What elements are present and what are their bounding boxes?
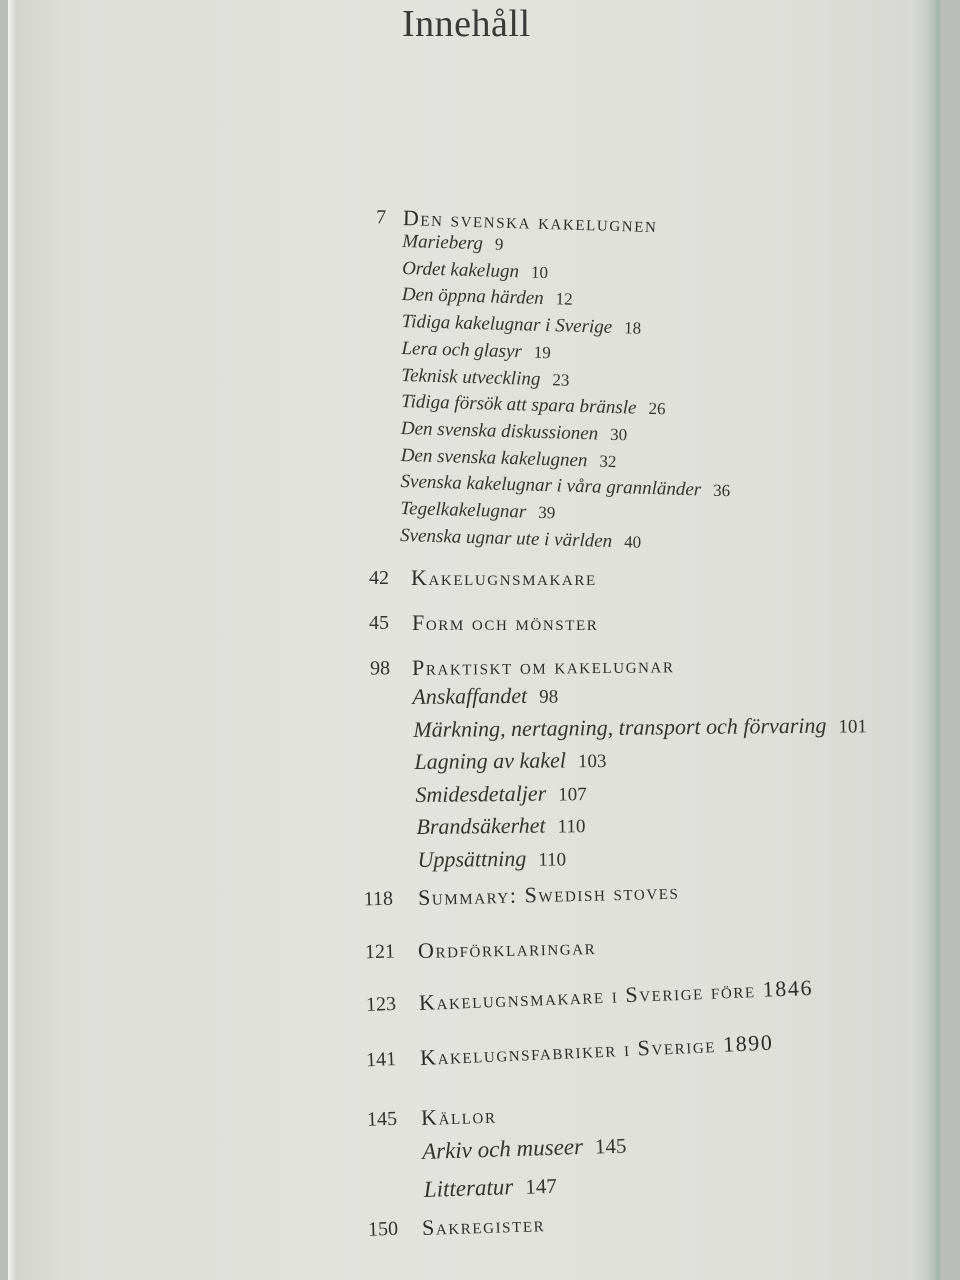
toc-section [0,649,960,872]
subsection-title: Ordet kakelugn [401,257,520,282]
subsection-page-number: 98 [539,686,559,708]
toc-section [0,1088,959,1202]
toc-section [0,926,960,964]
subsection-entry [412,677,867,714]
subsection-page-number: 12 [555,289,573,310]
subsection-title: Tegelkakelugnar [400,498,527,523]
toc-section [0,194,960,552]
subsection-list [412,677,868,877]
subsection-page-number: 10 [530,262,549,282]
subsection-page-number: 39 [537,502,556,523]
section-heading: Praktiskt om kakelugnar [411,652,675,680]
subsection-title: Teknisk utveckling [401,364,541,390]
toc-section [0,1021,959,1072]
subsection-entry [412,710,867,747]
subsection-page-number: 19 [533,342,552,362]
subsection-title: Den svenska kakelugnen [400,444,588,471]
subsection-entry [413,775,868,812]
subsection-title: Tidiga kakelugnar i Sverige [401,311,613,338]
subsection-title: Svenska ugnar ute i världen [399,524,613,552]
subsection-title: Tidiga försök att spara bränsle [400,391,637,419]
subsection-list [422,1127,629,1209]
section-page-number: 141 [365,1048,397,1072]
section-heading: Kakelugnsfabriker i Sverige 1890 [419,1029,774,1070]
subsection-title: Smidesdetaljer [415,780,547,807]
subsection-entry [422,1127,628,1171]
section-page-number: 145 [366,1107,398,1131]
section-heading: Den svenska kakelugnen [402,205,658,238]
subsection-page-number: 107 [558,783,587,806]
subsection-page-number: 30 [609,424,628,445]
subsection-page-number: 32 [599,451,617,471]
subsection-entry [423,1165,629,1209]
section-heading: Kakelugnsmakare [411,565,597,590]
subsection-title: Den svenska diskussionen [400,417,599,445]
section-page-number: 123 [365,992,397,1017]
subsection-title: Lera och glasyr [401,337,523,363]
subsection-page-number: 18 [623,318,642,338]
subsection-title: Svenska kakelugnar i våra grannländer [400,471,702,501]
subsection-page-number: 103 [577,751,607,773]
subsection-page-number: 36 [712,481,731,501]
subsection-page-number: 110 [557,816,586,838]
section-page-number: 121 [364,940,396,964]
subsection-entry [413,742,868,779]
section-page-number: 7 [375,206,387,229]
subsection-page-number: 145 [594,1133,627,1159]
subsection-title: Anskaffandet [412,682,528,709]
section-page-number: 42 [369,567,389,589]
subsection-title: Litteratur [423,1174,514,1202]
subsection-title: Lagning av kakel [414,747,567,775]
toc-section [0,969,959,1017]
subsection-title: Uppsättning [417,845,527,872]
subsection-entry [414,808,869,845]
subsection-title: Brandsäkerhet [416,812,546,840]
section-heading: Form och mönster [412,610,599,635]
subsection-entry [414,840,869,877]
subsection-page-number: 26 [648,399,666,419]
subsection-page-number: 101 [838,715,868,738]
subsection-title: Marieberg [402,230,484,255]
subsection-page-number: 147 [524,1173,558,1199]
subsection-page-number: 110 [538,849,567,871]
page-title: Innehåll [402,3,531,45]
subsection-list [394,229,738,559]
subsection-page-number: 23 [552,369,570,390]
section-heading: Kakelugnsmakare i Sverige före 1846 [418,974,814,1015]
section-page-number: 150 [367,1217,399,1241]
section-page-number: 118 [363,887,394,911]
section-heading: Källor [420,1102,497,1130]
section-page-number: 45 [369,612,389,634]
section-heading: Ordförklaringar [417,933,597,963]
subsection-title: Arkiv och museer [421,1133,584,1164]
subsection-title: Den öppna härden [401,284,544,310]
subsection-title: Märkning, nertagning, transport och förvaring [413,712,827,742]
section-heading: Sakregister [421,1211,546,1240]
subsection-page-number: 40 [623,532,642,552]
subsection-page-number: 9 [494,234,504,254]
section-heading: Summary: Swedish stoves [417,878,680,910]
section-page-number: 98 [369,657,391,680]
